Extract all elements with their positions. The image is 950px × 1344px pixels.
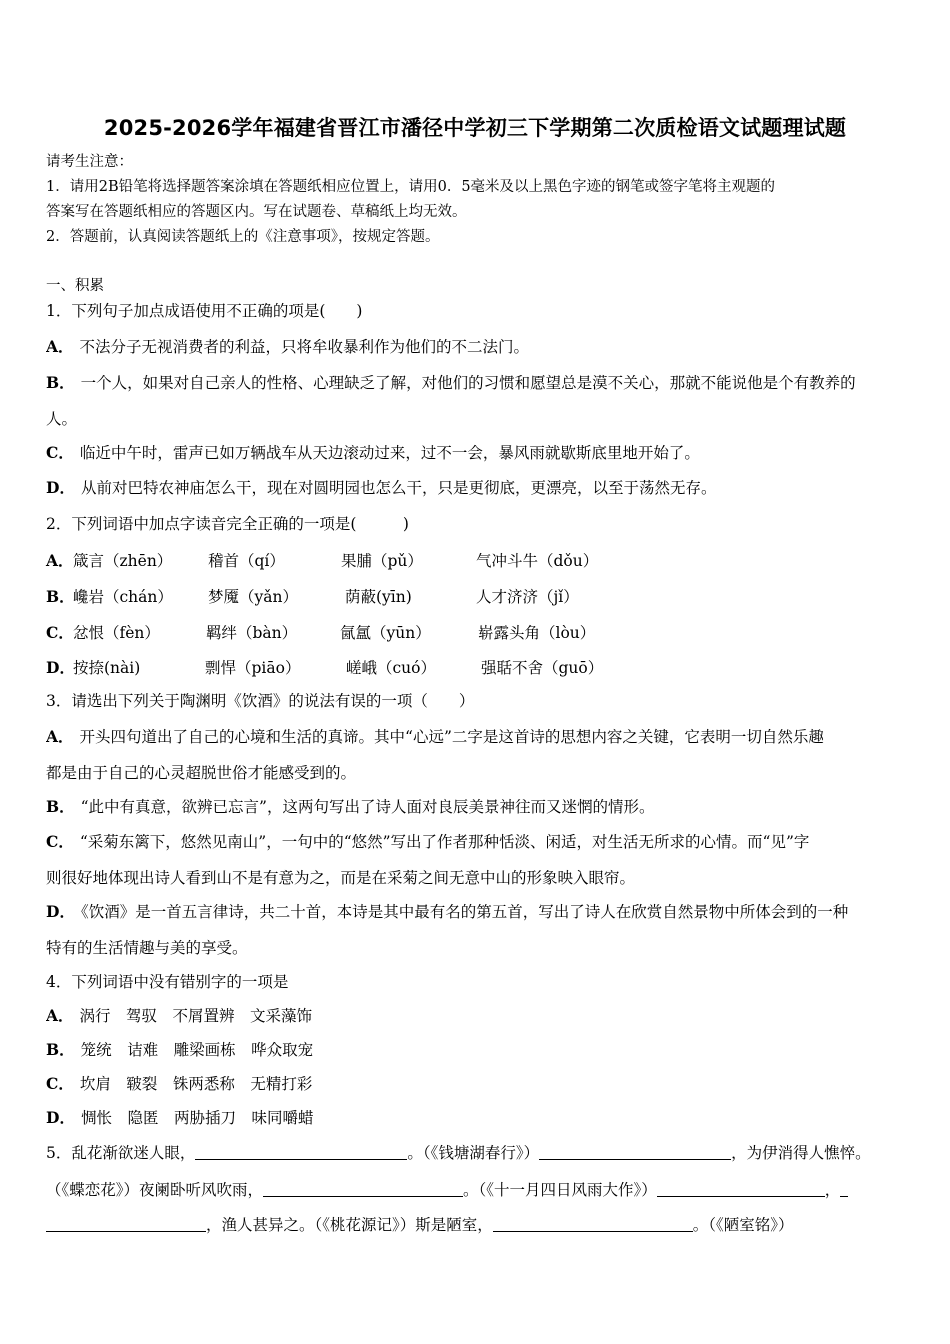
answer-blank[interactable] bbox=[263, 1181, 463, 1197]
word-item: 羁绊（bàn） bbox=[206, 624, 298, 642]
page-title: 2025-2026学年福建省晋江市潘径中学初三下学期第二次质检语文试题理试题 bbox=[103, 116, 847, 140]
answer-blank[interactable] bbox=[493, 1216, 693, 1232]
word-item: 梦魇（yǎn） bbox=[208, 588, 298, 606]
word-item: 稽首（qí） bbox=[208, 552, 285, 570]
answer-blank[interactable] bbox=[195, 1144, 407, 1160]
question-1-option-d: D． 从前对巴特农神庙怎么干，现在对圆明园也怎么干，只是更彻底，更漂亮，以至于荡然无存。 bbox=[46, 478, 717, 497]
question-3-option-d: D． 《饮酒》是一首五言律诗，共二十首，本诗是其中最有名的第五首，写出了诗人在欣赏自然景物中所体会到的一种 bbox=[46, 902, 849, 921]
question-4-stem: 4．下列词语中没有错别字的一项是 bbox=[46, 973, 289, 991]
option-label: B． bbox=[46, 587, 75, 606]
word-item: 人才济济（jǐ） bbox=[476, 588, 579, 606]
notice-line-1-cont: 答案写在答题纸相应的答题区内。写在试题卷、草稿纸上均无效。 bbox=[46, 204, 467, 220]
answer-blank[interactable] bbox=[539, 1144, 731, 1160]
question-1-option-c: C． 临近中午时，雷声已如万辆战车从天边滚动过来，过不一会，暴风雨就歇斯底里地开始了。 bbox=[46, 443, 700, 462]
question-1-option-b: B． 一个人，如果对自己亲人的性格、心理缺乏了解，对他们的习惯和愿望总是漠不关心，那就不能说他是个有教养的 bbox=[46, 373, 856, 392]
word-item: 箴言（zhēn） bbox=[73, 552, 173, 570]
option-label: A． bbox=[46, 551, 74, 570]
question-3-option-b: B． “此中有真意，欲辨已忘言”，这两句写出了诗人面对良辰美景神往而又迷惘的情形。 bbox=[46, 797, 655, 816]
option-label: C． bbox=[46, 623, 74, 642]
word-item: 荫蔽(yīn) bbox=[345, 588, 412, 606]
word-item: 崭露头角（lòu） bbox=[478, 624, 596, 642]
question-3-option-a: A． 开头四句道出了自己的心境和生活的真谛。其中“心远”二字是这首诗的思想内容之关键，它表明一切自然乐趣 bbox=[46, 727, 824, 746]
word-item: 巉岩（chán） bbox=[73, 588, 173, 606]
word-item: 忿恨（fèn） bbox=[73, 624, 160, 642]
option-label: D． bbox=[46, 658, 75, 677]
word-item: 气冲斗牛（dǒu） bbox=[476, 552, 599, 570]
question-3-option-a-cont: 都是由于自己的心灵超脱世俗才能感受到的。 bbox=[46, 764, 357, 782]
question-5-line-3: ，渔人甚异之。（《桃花源记》）斯是陋室， 。（《陋室铭》） bbox=[46, 1215, 908, 1235]
word-item: 氤氲（yūn） bbox=[340, 624, 431, 642]
word-item: 强聒不舍（guō） bbox=[481, 659, 604, 677]
question-5-line-2: （《蝶恋花》）夜阑卧听风吹雨， 。（《十一月四日风雨大作》） ， bbox=[46, 1180, 908, 1200]
answer-blank[interactable] bbox=[657, 1181, 825, 1197]
question-1-option-a: A． 不法分子无视消费者的利益，只将牟收暴利作为他们的不二法门。 bbox=[46, 337, 530, 356]
question-4-option-c: C． 坎肩 皲裂 铢两悉称 无精打彩 bbox=[46, 1074, 313, 1093]
answer-blank[interactable] bbox=[840, 1181, 848, 1197]
question-3-option-c: C． “采菊东篱下，悠然见南山”，一句中的“悠然”写出了作者那种恬淡、闲适，对生活无所求的心情。而“见”字 bbox=[46, 832, 810, 851]
question-4-option-b: B． 笼统 诘难 雕梁画栋 哗众取宠 bbox=[46, 1040, 314, 1059]
notice-line-2: 2．答题前，认真阅读答题纸上的《注意事项》，按规定答题。 bbox=[46, 229, 440, 245]
question-2-stem: 2．下列词语中加点字读音完全正确的一项是( ) bbox=[46, 515, 409, 533]
word-item: 果脯（pǔ） bbox=[341, 552, 423, 570]
question-4-option-d: D． 惆怅 隐匿 两胁插刀 味同嚼蜡 bbox=[46, 1108, 314, 1127]
question-3-stem: 3．请选出下列关于陶渊明《饮酒》的说法有误的一项（ ） bbox=[46, 692, 475, 710]
question-1-stem: 1．下列句子加点成语使用不正确的项是( ) bbox=[46, 302, 363, 320]
word-item: 嵯峨（cuó） bbox=[346, 659, 436, 677]
word-item: 按捺(nài) bbox=[73, 659, 141, 677]
question-1-option-b-cont: 人。 bbox=[46, 410, 78, 428]
word-item: 剽悍（piāo） bbox=[205, 659, 301, 677]
question-3-option-d-cont: 特有的生活情趣与美的享受。 bbox=[46, 939, 248, 957]
question-3-option-c-cont: 则很好地体现出诗人看到山不是有意为之，而是在采菊之间无意中山的形象映入眼帘。 bbox=[46, 869, 636, 887]
answer-blank[interactable] bbox=[46, 1216, 206, 1232]
question-5-line-1: 5．乱花渐欲迷人眼， 。（《钱塘湖春行》） ，为伊消得人憔悴。 bbox=[46, 1144, 871, 1162]
notice-line-1: 1．请用2B铅笔将选择题答案涂填在答题纸相应位置上，请用0．5毫米及以上黑色字迹的钢笔或签字笔将主观题的 bbox=[46, 179, 776, 195]
notice-heading: 请考生注意： bbox=[46, 154, 133, 170]
section-heading: 一、积累 bbox=[46, 278, 104, 294]
question-4-option-a: A． 涡行 驾驭 不屑置辨 文采藻饰 bbox=[46, 1006, 313, 1025]
